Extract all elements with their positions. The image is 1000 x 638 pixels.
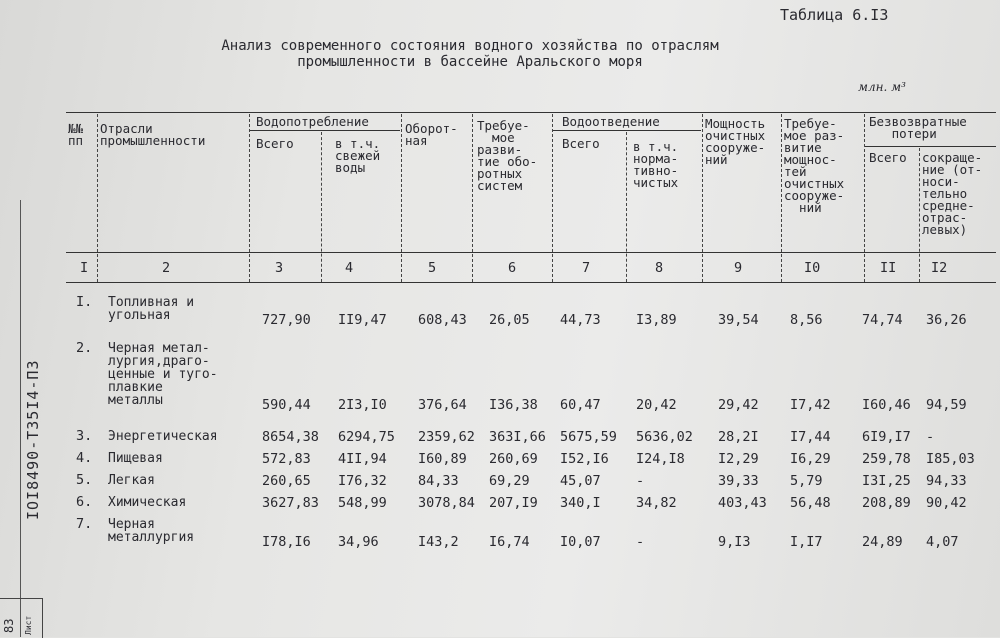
col-divider (249, 114, 250, 282)
table-cell-col-12: I85,03 (926, 451, 975, 467)
col-number: 3 (275, 260, 284, 276)
table-cell-col-5: 608,43 (418, 312, 467, 328)
table-cell-col-10: 56,48 (790, 495, 831, 511)
table-cell-col-4: I76,32 (338, 473, 387, 489)
row-number: I. (76, 294, 93, 310)
col-divider (97, 114, 98, 282)
table-cell-col-6: 363I,66 (489, 429, 546, 445)
table-cell-col-5: 2359,62 (418, 429, 475, 445)
col-divider (781, 114, 782, 282)
col-number: 5 (428, 260, 437, 276)
table-cell-col-6: 260,69 (489, 451, 538, 467)
table-cell-col-10: I,I7 (790, 534, 823, 550)
table-cell-col-4: 4II,94 (338, 451, 387, 467)
table-cell-col-12: 90,42 (926, 495, 967, 511)
title-line-2: промышленности в бассейне Аральского моря (297, 54, 643, 70)
row-industry-name: Топливная и угольная (108, 295, 195, 323)
table-cell-col-10: 5,79 (790, 473, 823, 489)
table-cell-col-3: 727,90 (262, 312, 311, 328)
rule-header-bottom (66, 252, 996, 253)
header-consumption-group: Водопотребление (256, 114, 369, 129)
row-number: 3. (76, 428, 93, 444)
col-number: I0 (804, 260, 821, 276)
col-number: 7 (582, 260, 591, 276)
header-disposal-total: Всего (562, 136, 600, 151)
table-cell-col-10: I7,42 (790, 397, 831, 413)
table-cell-col-12: 94,33 (926, 473, 967, 489)
table-cell-col-11: I3I,25 (862, 473, 911, 489)
table-cell-col-3: 8654,38 (262, 429, 319, 445)
table-cell-col-4: 34,96 (338, 534, 379, 550)
row-number: 5. (76, 472, 93, 488)
table-cell-col-4: 2I3,I0 (338, 397, 387, 413)
table-cell-col-7: 45,07 (560, 473, 601, 489)
rule-group (250, 130, 400, 131)
col-number: 6 (508, 260, 517, 276)
table-cell-col-3: I78,I6 (262, 534, 311, 550)
header-losses-group: Безвозвратные потери (869, 114, 967, 141)
table-cell-col-11: 74,74 (862, 312, 903, 328)
table-cell-col-5: I43,2 (418, 534, 459, 550)
rule-group-losses (865, 146, 996, 147)
table-cell-col-9: 29,42 (718, 397, 759, 413)
document-code: IOI8490-Т35I4-ПЗ (24, 359, 42, 520)
table-cell-col-12: 36,26 (926, 312, 967, 328)
table-cell-col-11: 259,78 (862, 451, 911, 467)
table-cell-col-12: 4,07 (926, 534, 959, 550)
col-number: 9 (734, 260, 743, 276)
table-cell-col-12: - (926, 429, 935, 445)
col-number: I (80, 260, 89, 276)
row-number: 7. (76, 516, 93, 532)
table-cell-col-6: I36,38 (489, 397, 538, 413)
col-divider (864, 114, 865, 282)
row-industry-name: Пищевая (108, 451, 163, 466)
row-industry-name: Черная метал- лургия,драго- ценные и туго- плавкие металлы (108, 341, 218, 408)
table-cell-col-5: 376,64 (418, 397, 467, 413)
header-normative-clean: в т.ч. норма- тивно- чистых (633, 139, 679, 190)
col-number: 8 (655, 260, 664, 276)
table-cell-col-5: 3078,84 (418, 495, 475, 511)
table-cell-col-6: 207,I9 (489, 495, 538, 511)
col-divider (552, 114, 553, 282)
rule-colnum-bottom (66, 282, 996, 283)
table-cell-col-6: 69,29 (489, 473, 530, 489)
table-cell-col-8: - (636, 473, 645, 489)
table-cell-col-4: 6294,75 (338, 429, 395, 445)
header-number: №№ пп (68, 121, 84, 148)
header-losses-total: Всего (869, 150, 907, 165)
row-industry-name: Химическая (108, 495, 187, 510)
table-cell-col-9: 39,54 (718, 312, 759, 328)
title-line-1: Анализ современного состояния водного хозяйства по отраслям (221, 38, 719, 54)
table-cell-col-8: I24,I8 (636, 451, 685, 467)
table-cell-col-11: I60,46 (862, 397, 911, 413)
row-number: 6. (76, 494, 93, 510)
col-number: II (880, 260, 897, 276)
table-cell-col-8: 34,82 (636, 495, 677, 511)
table-cell-col-6: 26,05 (489, 312, 530, 328)
header-industry: Отрасли промышленности (100, 121, 206, 148)
col-divider (702, 114, 703, 282)
table-cell-col-12: 94,59 (926, 397, 967, 413)
table-cell-col-9: 403,43 (718, 495, 767, 511)
col-divider (321, 132, 322, 282)
header-required-circulating: Требуе- мое разви- тие обо- ротных систем (477, 118, 538, 193)
table-cell-col-10: 8,56 (790, 312, 823, 328)
table-cell-col-7: I0,07 (560, 534, 601, 550)
table-label: Таблица 6.I3 (780, 6, 889, 24)
rule-top (66, 112, 996, 113)
table-cell-col-8: 5636,02 (636, 429, 693, 445)
table-cell-col-4: II9,47 (338, 312, 387, 328)
col-number: 2 (162, 260, 171, 276)
header-fresh-water: в т.ч. свежей воды (335, 136, 381, 175)
table-cell-col-8: 20,42 (636, 397, 677, 413)
table-cell-col-9: 9,I3 (718, 534, 751, 550)
col-divider (626, 132, 627, 282)
rule-group-disposal (553, 130, 701, 131)
table-cell-col-6: I6,74 (489, 534, 530, 550)
table-cell-col-7: 340,I (560, 495, 601, 511)
col-number: I2 (931, 260, 948, 276)
sheet-number: 83 (2, 618, 16, 633)
table-cell-col-5: I60,89 (418, 451, 467, 467)
table-cell-col-11: 24,89 (862, 534, 903, 550)
header-consumption-total: Всего (256, 136, 294, 151)
row-industry-name: Черная металлургия (108, 517, 195, 545)
table-cell-col-5: 84,33 (418, 473, 459, 489)
sheet-word: Лист (24, 615, 33, 635)
row-industry-name: Легкая (108, 473, 155, 488)
row-industry-name: Энергетическая (108, 429, 218, 444)
table-cell-col-4: 548,99 (338, 495, 387, 511)
table-cell-col-8: - (636, 534, 645, 550)
table-cell-col-9: 28,2I (718, 429, 759, 445)
col-divider (401, 114, 402, 282)
table-title (160, 38, 780, 70)
header-required-treatment: Требуе- мое раз- витие мощнос- тей очистных сооруже- ний (784, 116, 845, 215)
header-reduction: сокраще- ние (от- носи- тельно средне- отрас- левых) (922, 150, 983, 237)
table-cell-col-11: 6I9,I7 (862, 429, 911, 445)
table-cell-col-10: I7,44 (790, 429, 831, 445)
header-disposal-group: Водоотведение (562, 114, 660, 129)
header-treatment-capacity: Мощность очистных сооруже- ний (705, 116, 766, 167)
table-cell-col-3: 590,44 (262, 397, 311, 413)
row-number: 4. (76, 450, 93, 466)
table-cell-col-7: I52,I6 (560, 451, 609, 467)
row-number: 2. (76, 340, 93, 356)
table-cell-col-7: 44,73 (560, 312, 601, 328)
table-cell-col-11: 208,89 (862, 495, 911, 511)
table-cell-col-3: 260,65 (262, 473, 311, 489)
col-divider (919, 148, 920, 282)
table-cell-col-3: 3627,83 (262, 495, 319, 511)
table-cell-col-7: 5675,59 (560, 429, 617, 445)
header-circulating: Оборот- ная (405, 121, 458, 148)
table-cell-col-10: I6,29 (790, 451, 831, 467)
unit-label: млн. м³ (858, 80, 906, 94)
table-cell-col-3: 572,83 (262, 451, 311, 467)
binding-strip (0, 200, 21, 637)
table-cell-col-8: I3,89 (636, 312, 677, 328)
table-cell-col-7: 60,47 (560, 397, 601, 413)
table-cell-col-9: I2,29 (718, 451, 759, 467)
col-divider (472, 114, 473, 282)
col-number: 4 (345, 260, 354, 276)
table-cell-col-9: 39,33 (718, 473, 759, 489)
